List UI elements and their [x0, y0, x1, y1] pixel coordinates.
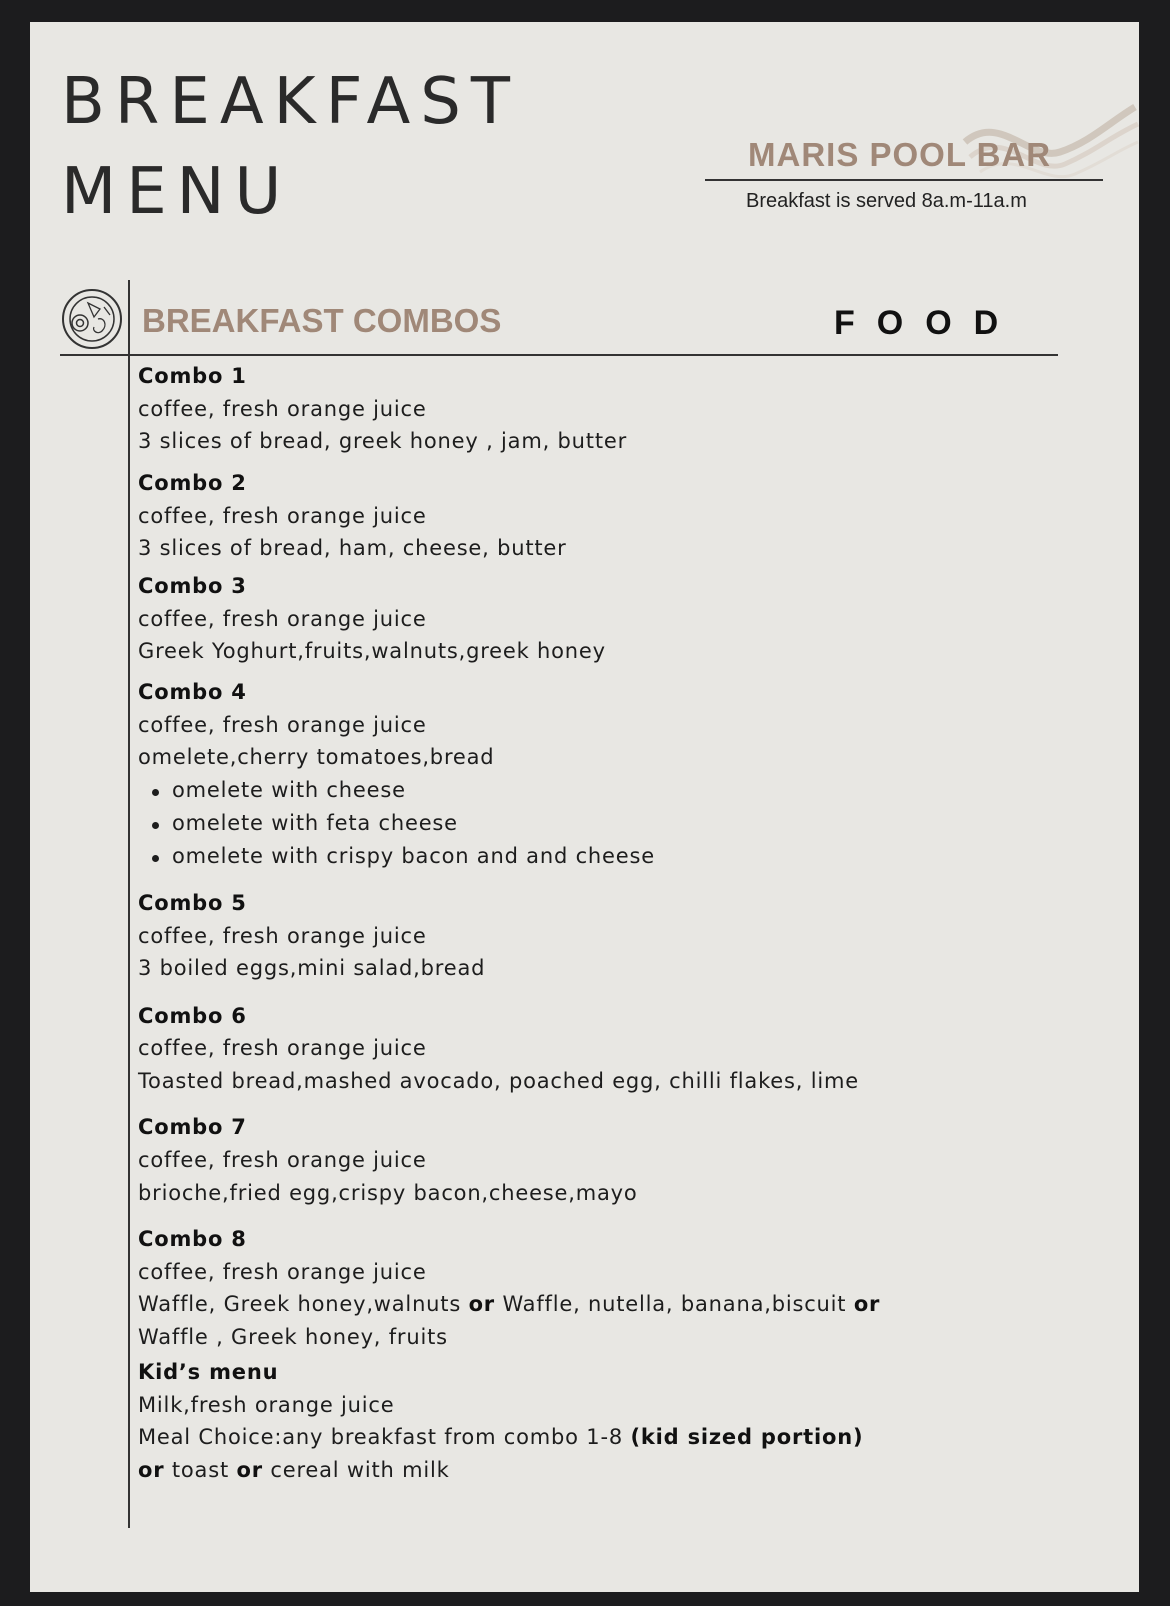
combo-line: 3 slices of bread, greek honey , jam, butter — [138, 429, 628, 453]
combo-line: 3 boiled eggs,mini salad,bread — [138, 956, 486, 980]
combo-name: Combo 7 — [138, 1115, 247, 1139]
combo-name: Combo 3 — [138, 574, 247, 598]
menu-title-line1: BREAKFAST — [61, 65, 520, 139]
combo-line: coffee, fresh orange juice — [138, 504, 427, 528]
combo-name: Combo 5 — [138, 891, 247, 915]
combo-name: Combo 4 — [138, 680, 247, 704]
waffle-option-c: Waffle , Greek honey, fruits — [138, 1325, 448, 1349]
combo-name: Combo 1 — [138, 364, 247, 388]
combo-line: coffee, fresh orange juice — [138, 607, 427, 631]
combo-line: Toasted bread,mashed avocado, poached egg, chilli flakes, lime — [138, 1069, 859, 1093]
combo-line: coffee, fresh orange juice — [138, 713, 427, 737]
combo-line: coffee, fresh orange juice — [138, 1036, 427, 1060]
or-label: or — [138, 1458, 165, 1482]
menu-page — [30, 22, 1139, 1592]
combo-line: omelete,cherry tomatoes,bread — [138, 745, 495, 769]
kids-alternatives — [138, 1458, 450, 1482]
or-label: or — [236, 1458, 263, 1482]
combo-name: Combo 6 — [138, 1004, 247, 1028]
or-label: or — [468, 1292, 495, 1316]
combo-line: coffee, fresh orange juice — [138, 397, 427, 421]
category-label: FOOD — [834, 304, 1021, 342]
toast-option: toast — [171, 1458, 230, 1482]
combo-name: Combo 8 — [138, 1227, 247, 1251]
combo-option: omelete with feta cheese — [172, 811, 458, 835]
menu-title-line2: MENU — [61, 155, 292, 229]
waffle-option-a: Waffle, Greek honey,walnuts — [138, 1292, 462, 1316]
combo-line: brioche,fried egg,crispy bacon,cheese,mayo — [138, 1181, 638, 1205]
header-divider — [705, 179, 1103, 181]
or-label: or — [853, 1292, 881, 1316]
section-divider — [60, 354, 1058, 356]
combo-option: omelete with crispy bacon and and cheese — [172, 844, 655, 868]
combo-name: Combo 2 — [138, 471, 247, 495]
kids-menu-title: Kid’s menu — [138, 1360, 279, 1384]
breakfast-plate-icon — [60, 287, 124, 351]
section-title: BREAKFAST COMBOS — [142, 302, 502, 339]
bar-name: MARIS POOL BAR — [748, 136, 1052, 173]
cereal-option: cereal with milk — [270, 1458, 450, 1482]
combo-line: Greek Yoghurt,fruits,walnuts,greek honey — [138, 639, 606, 663]
vertical-divider — [128, 280, 130, 1528]
waffle-option-b: Waffle, nutella, banana,biscuit — [502, 1292, 847, 1316]
combo-line: 3 slices of bread, ham, cheese, butter — [138, 536, 567, 560]
combo-line: coffee, fresh orange juice — [138, 924, 427, 948]
meal-choice-text: Meal Choice:any breakfast from combo 1-8 — [138, 1425, 624, 1449]
combo-line: coffee, fresh orange juice — [138, 1260, 427, 1284]
combo-line: coffee, fresh orange juice — [138, 1148, 427, 1172]
combo-waffle-options — [138, 1292, 880, 1316]
kids-drinks: Milk,fresh orange juice — [138, 1393, 395, 1417]
kids-meal-choice — [138, 1425, 863, 1449]
combo-option: omelete with cheese — [172, 778, 406, 802]
portion-note: (kid sized portion) — [630, 1425, 864, 1449]
serving-hours: Breakfast is served 8a.m-11a.m — [746, 190, 1027, 212]
